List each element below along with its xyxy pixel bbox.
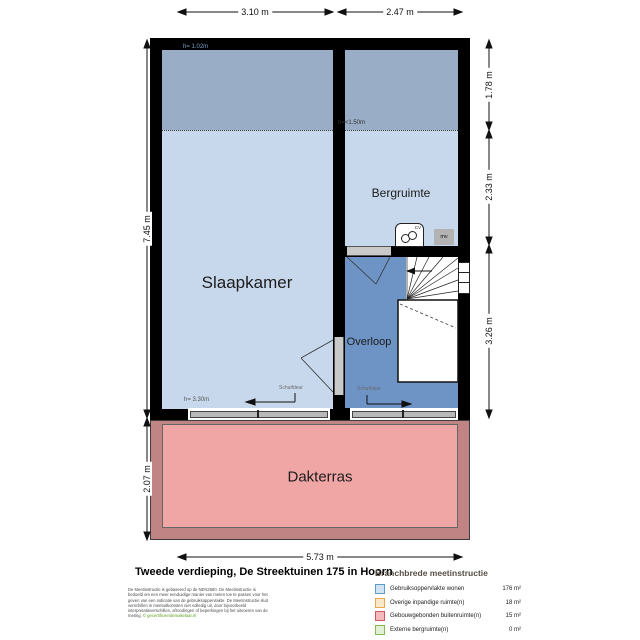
height-note-attic: h=<1.50m	[338, 120, 366, 126]
legend-value: 0 m²	[509, 626, 521, 633]
disclaimer-text	[128, 587, 268, 619]
mv-label: mv	[440, 234, 448, 240]
legend-row	[375, 584, 521, 594]
legend	[375, 568, 521, 638]
legend-row	[375, 598, 521, 608]
cv-label: CV	[414, 225, 421, 230]
dim-right-middle: 2.33 m	[484, 170, 494, 204]
page-title: Tweede verdieping, De Streektuinen 175 in Hoorn	[135, 566, 393, 578]
dim-top-left: 3.10 m	[238, 7, 272, 17]
legend-swatch-wonen	[375, 584, 385, 594]
legend-value: 15 m²	[505, 613, 521, 619]
door-swings	[301, 257, 390, 392]
schuifdeur-label-right: Schuifdeur	[357, 386, 381, 392]
sliding-door-arrows	[246, 393, 411, 407]
slaapkamer-label: Slaapkamer	[201, 273, 293, 292]
stairwell-void	[398, 300, 458, 382]
dim-top-right: 2.47 m	[383, 7, 417, 17]
disclaimer-body: De Meetinstructie is gebaseerd op de NEN2580. De Meetinstructie is bedoeld om een meer eenduidige manier van meten toe te passen voor het geven van een indicatie van de gebruiksoppervlakte. De Meetinstructie sluit verschillen in meetuitkomsten niet volledig uit, door bijvoorbeeld interpretatieverschillen, afrondingen of beperkingen bij het uitvoeren van de meting.	[128, 587, 268, 619]
dim-right-top: 1.78 m	[484, 68, 494, 102]
dim-left-building: 7.45 m	[142, 212, 152, 246]
legend-row	[375, 625, 521, 635]
legend-label: Gebouwgebonden buitenruimte(n)	[390, 613, 482, 619]
dim-right-bottom: 3.26 m	[484, 314, 494, 348]
height-note-top: h= 1.02m	[183, 44, 209, 50]
legend-row	[375, 611, 521, 621]
legend-label: Externe bergruimte(n)	[390, 626, 449, 633]
legend-value: 176 m²	[502, 586, 521, 592]
dim-left-terrace: 2.07 m	[142, 462, 152, 496]
overloop-label: Overloop	[346, 336, 392, 348]
legend-label: Gebruiksoppervlakte wonen	[390, 586, 465, 592]
staircase	[398, 257, 458, 382]
legend-value: 18 m²	[505, 599, 521, 606]
height-note-bottom: h= 3.30m	[184, 397, 210, 403]
dim-bottom: 5.73 m	[303, 552, 337, 562]
legend-label: Overige inpandige ruimte(n)	[390, 599, 465, 606]
legend-swatch-externe-berging	[375, 625, 385, 635]
bergruimte-label: Bergruimte	[371, 186, 431, 200]
disclaimer-brand: © gecertificeerdemakelaar.nl	[142, 613, 197, 619]
schuifdeur-label-left: Schuifdeur	[279, 385, 303, 391]
dakterras-label: Dakterras	[287, 468, 353, 486]
legend-header: Branchbrede meetinstructie	[375, 568, 488, 578]
legend-swatch-buitenruimte	[375, 611, 385, 621]
legend-swatch-inpandig	[375, 598, 385, 608]
